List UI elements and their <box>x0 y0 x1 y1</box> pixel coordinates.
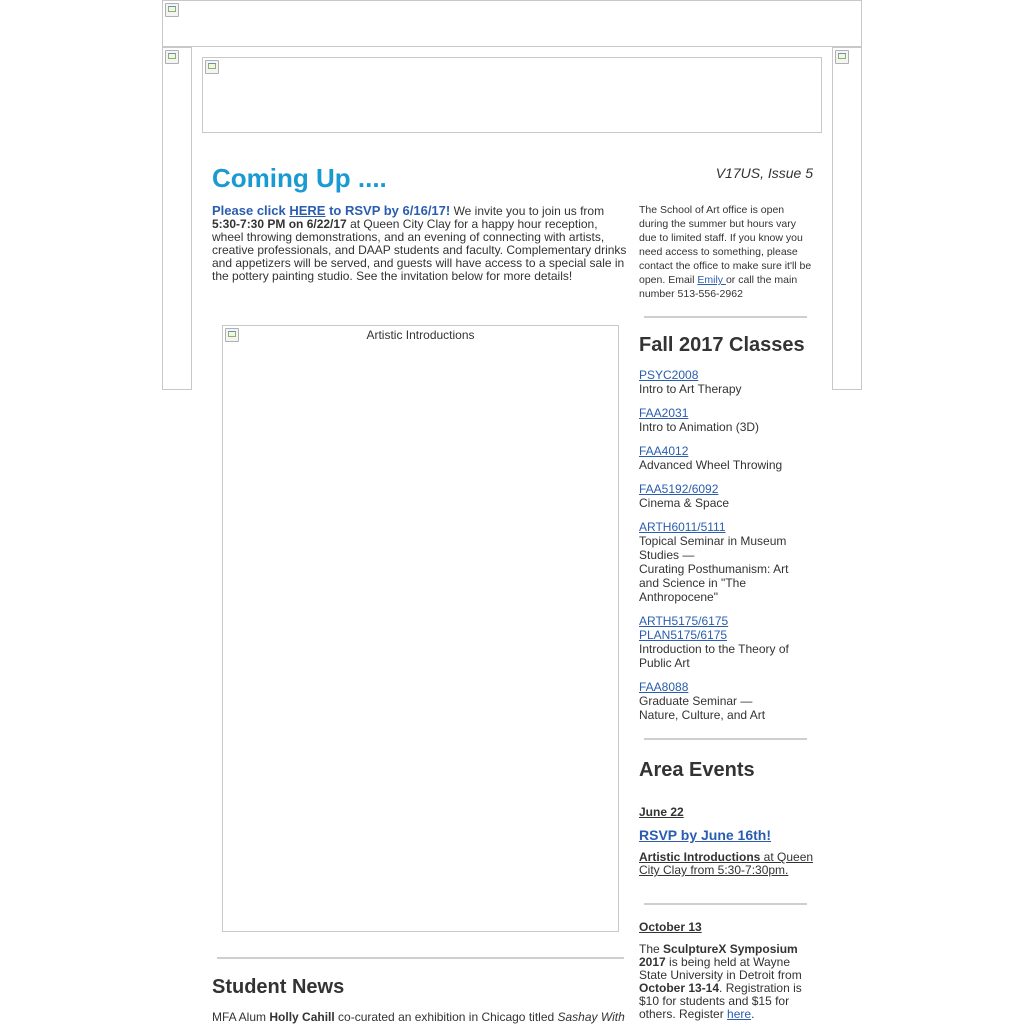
news-text-1: MFA Alum <box>212 1010 270 1024</box>
class-code-link[interactable]: PSYC2008 <box>639 368 699 382</box>
class-name: Curating Posthumanism: Art and Science in "The Anthropocene" <box>639 562 789 604</box>
rsvp-june-link[interactable]: RSVP by June 16th! <box>639 827 772 843</box>
invitation-alt-text: Artistic Introductions <box>366 328 475 342</box>
page-title: Coming Up .... <box>212 163 387 193</box>
sx-text-3: . Registration is $10 for students and $15 for others. Register <box>639 981 802 1021</box>
class-name: Topical Seminar in Museum Studies — <box>639 534 787 562</box>
office-note-text-1: The School of Art office is open during the summer but hours vary due to limited staff. If you know you need access to something, please contact the office to make sure it'll be open. Email <box>639 204 812 286</box>
right-border-image <box>832 47 862 390</box>
class-name: Advanced Wheel Throwing <box>639 458 783 472</box>
class-code-link[interactable]: FAA8088 <box>639 680 689 694</box>
top-banner-image <box>162 0 862 47</box>
rsvp-suffix: to RSVP by 6/16/17! <box>325 203 451 218</box>
class-list <box>639 368 804 732</box>
event-date-october-13: October 13 <box>639 920 702 934</box>
event-detail: at Queen City Clay from 5:30-7:30pm. <box>639 850 814 877</box>
event-artistic-introductions[interactable] <box>639 851 817 877</box>
event-date-june-22: June 22 <box>639 805 684 819</box>
issue-number: V17US, Issue 5 <box>715 165 813 181</box>
rsvp-here-link[interactable]: HERE <box>289 203 326 218</box>
class-name: Introduction to the Theory of Public Art <box>639 642 789 670</box>
divider <box>644 738 807 740</box>
class-code-link[interactable]: ARTH5175/6175 <box>639 614 729 628</box>
event-name: Artistic Introductions <box>639 850 761 864</box>
divider <box>644 316 807 318</box>
invitation-image <box>222 325 619 932</box>
class-item <box>639 444 804 472</box>
news-text-2: co-curated an exhibition in Chicago titled <box>334 1010 558 1024</box>
sx-name: SculptureX Symposium 2017 <box>639 942 798 969</box>
class-item <box>639 520 804 604</box>
event-sculpturex <box>639 943 811 1021</box>
broken-image-icon <box>835 50 849 64</box>
events-title: Area Events <box>639 759 755 781</box>
email-emily-link[interactable]: Emily <box>697 274 726 286</box>
class-name: Nature, Culture, and Art <box>639 708 766 722</box>
class-item <box>639 680 804 722</box>
class-code-link[interactable]: FAA2031 <box>639 406 689 420</box>
news-name: Holly Cahill <box>269 1010 335 1024</box>
intro-text-2: at Queen City Clay for a happy hour reception, wheel throwing demonstrations, and an evening of connecting with artists, creative professionals, and DAAP students and faculty. Complementary drinks and appetizers will be served, and guests will have access to a special sale in the pottery painting studio. See the invitation below for more details! <box>212 217 627 283</box>
classes-title: Fall 2017 Classes <box>639 334 805 356</box>
sx-dates: October 13-14 <box>639 981 720 995</box>
event-time: 5:30-7:30 PM on 6/22/17 <box>212 217 347 231</box>
class-code-link[interactable]: ARTH6011/5111 <box>639 520 726 534</box>
class-code-link[interactable]: FAA5192/6092 <box>639 482 719 496</box>
student-news-title: Student News <box>212 976 345 998</box>
register-here-link[interactable]: here <box>727 1007 752 1021</box>
sx-text-1: The <box>639 942 664 956</box>
student-news-text <box>212 1010 642 1024</box>
class-item <box>639 406 804 434</box>
intro-paragraph <box>212 204 627 283</box>
class-name: Cinema & Space <box>639 496 730 510</box>
class-code-link[interactable]: FAA4012 <box>639 444 689 458</box>
intro-text-1: We invite you to join us from <box>450 204 605 218</box>
class-code-link[interactable]: PLAN5175/6175 <box>639 628 728 642</box>
rsvp-prefix: Please click <box>212 203 290 218</box>
class-item <box>639 614 804 670</box>
left-border-image <box>162 47 192 390</box>
class-name: Intro to Art Therapy <box>639 382 742 396</box>
class-item <box>639 482 804 510</box>
divider <box>644 903 807 905</box>
class-name: Intro to Animation (3D) <box>639 420 760 434</box>
sx-text-4: . <box>751 1007 755 1021</box>
class-name: Graduate Seminar — <box>639 694 753 708</box>
office-note <box>639 203 815 301</box>
sx-text-2: is being held at Wayne State University in Detroit from <box>639 955 802 982</box>
broken-image-icon <box>205 60 219 74</box>
header-image <box>202 57 822 133</box>
divider <box>217 957 624 959</box>
broken-image-icon <box>165 3 179 17</box>
broken-image-icon <box>165 50 179 64</box>
office-note-text-2: or call the main number 513-556-2962 <box>639 274 798 300</box>
news-title: Sashay With <box>557 1010 625 1024</box>
class-item <box>639 368 804 396</box>
